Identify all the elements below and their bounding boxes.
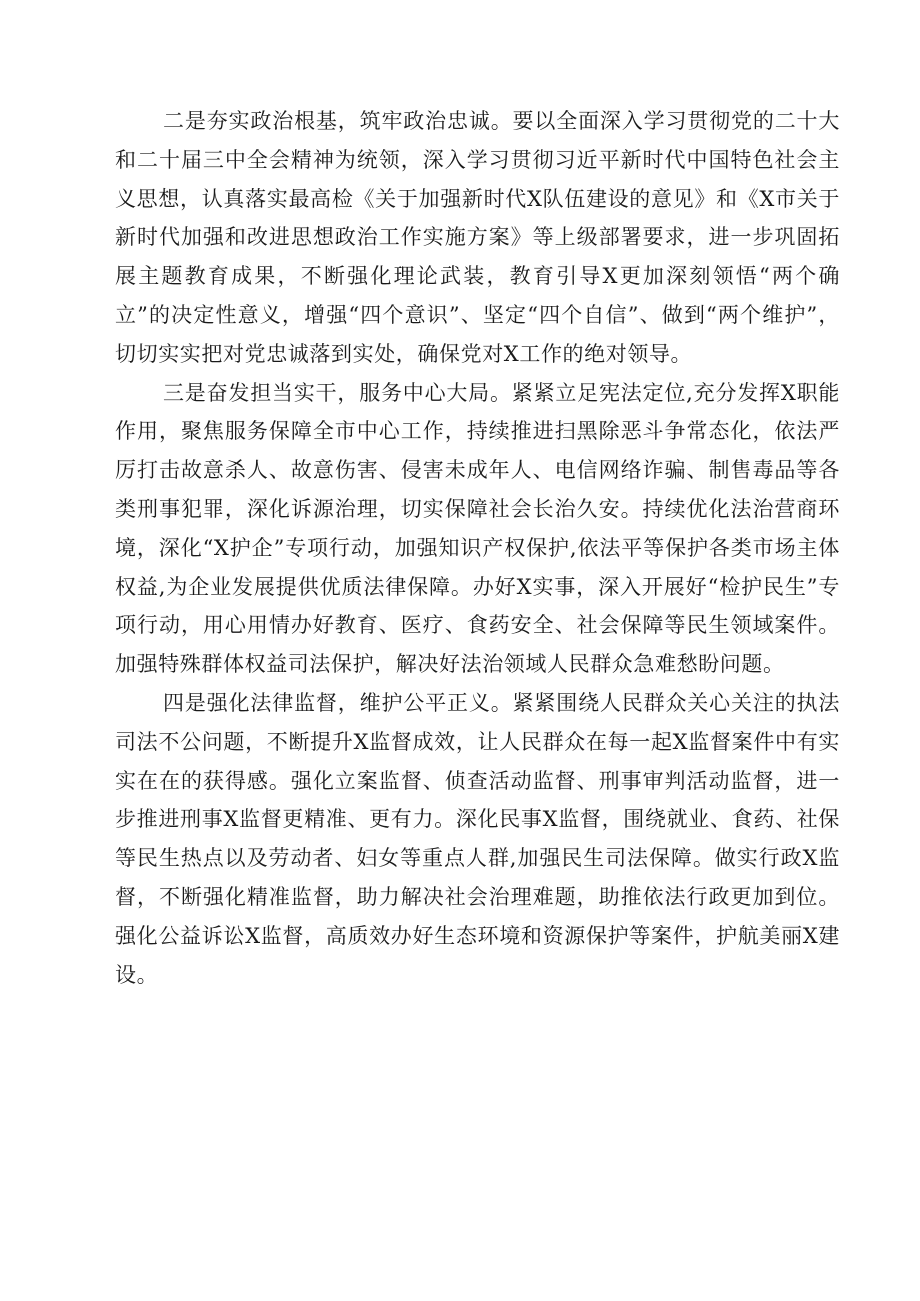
paragraph-political-foundation: 二是夯实政治根基，筑牢政治忠诚。要以全面深入学习贯彻党的二十大和二十届三中全会精神为统领，深入学习贯彻习近平新时代中国特色社会主义思想，认真落实最高检《关于加强新时代X队伍建设的意见》和《X市关于新时代加强和改进思想政治工作实施方案》等上级部署要求，进一步巩固拓展主题教育成果，不断强化理论武装，教育引导X更加深刻领悟“两个确立”的决定性意义，增强“四个意识”、坚定“四个自信”、做到“两个维护”，切切实实把对党忠诚落到实处，确保党对X工作的绝对领导。 [115, 109, 840, 366]
document-body [115, 102, 840, 994]
paragraph-legal-supervision: 四是强化法律监督，维护公平正义。紧紧围绕人民群众关心关注的执法司法不公问题，不断提升X监督成效，让人民群众在每一起X监督案件中有实实在在的获得感。强化立案监督、侦查活动监督、刑事审判活动监督，进一步推进刑事X监督更精准、更有力。深化民事X监督，围绕就业、食药、社保等民生热点以及劳动者、妇女等重点人群,加强民生司法保障。做实行政X监督，不断强化精准监督，助力解决社会治理难题，助推依法行政更加到位。强化公益诉讼X监督，高质效办好生态环境和资源保护等案件，护航美丽X建设。 [115, 690, 840, 987]
paragraph-serve-overall-situation: 三是奋发担当实干，服务中心大局。紧紧立足宪法定位,充分发挥X职能作用，聚焦服务保障全市中心工作，持续推进扫黑除恶斗争常态化，依法严厉打击故意杀人、故意伤害、侵害未成年人、电信网络诈骗、制售毒品等各类刑事犯罪，深化诉源治理，切实保障社会长治久安。持续优化法治营商环境，深化“X护企”专项行动，加强知识产权保护,依法平等保护各类市场主体权益,为企业发展提供优质法律保障。办好X实事，深入开展好“检护民生”专项行动，用心用情办好教育、医疗、食药安全、社会保障等民生领域案件。加强特殊群体权益司法保护，解决好法治领域人民群众急难愁盼问题。 [115, 380, 840, 677]
